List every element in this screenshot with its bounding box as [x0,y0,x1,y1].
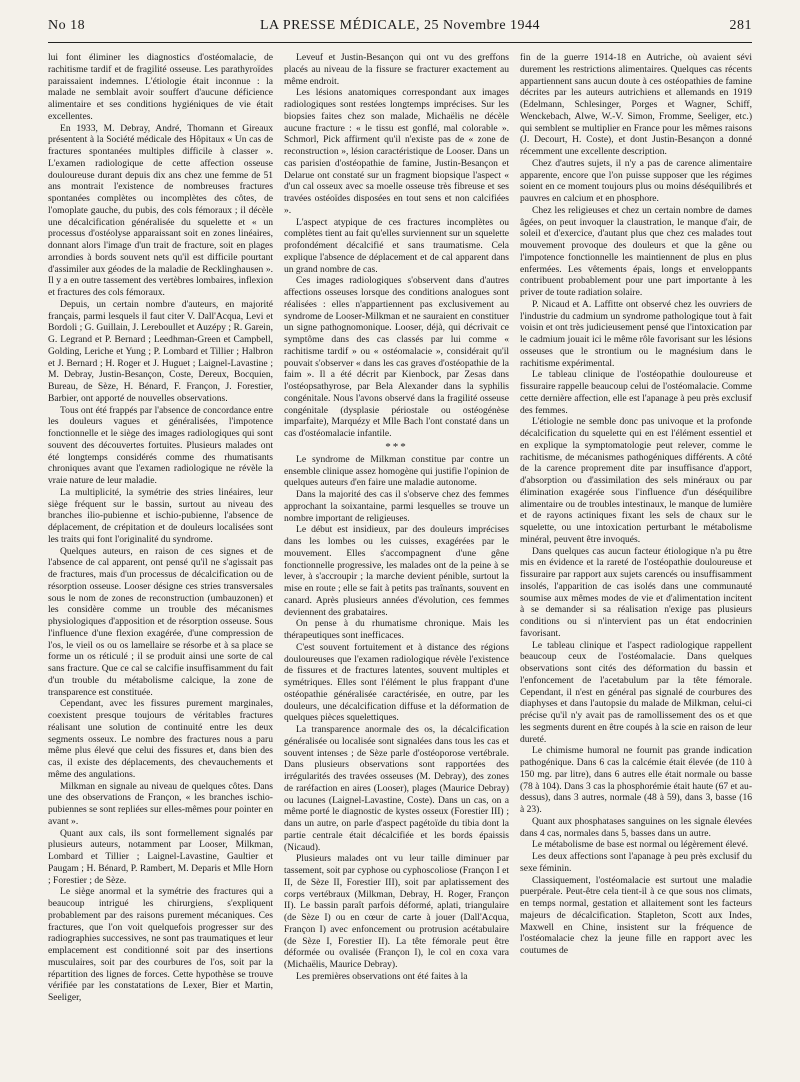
col1-paragraph: Le siège anormal et la symétrie des fractures qui a beaucoup intrigué les chirurgiens, s'expliquent probablement par des raisons purement mécaniques. Ces fractures, que l'on voit quelquefois progresser sur des radiographies successives, ne sont pas traumatiques et leur emplacement est conditionné soit par des insertions musculaires, soit par des courbures de l'os, soit par la répartition des lignes de forces. Cette hypothèse se trouve vérifiée par les constatations de Lexer, Bier et Martin, Seeliger, [48,886,273,1003]
col3-paragraph: Dans quelques cas aucun facteur étiologique n'a pu être mis en évidence et la rareté de l'ostéopathie douloureuse et fissuraire par rapport aux sujets carencés ou insuffisamment insolés, l'apparition de cas isolés dans une communauté soumise aux mêmes modes de vie et d'alimentation incitent à se demander si sa réalisation n'exige pas plusieurs conditions ou si n'intervient pas un état endocrinien favorisant. [520,545,752,639]
col1-paragraph: lui font éliminer les diagnostics d'ostéomalacie, de rachitisme tardif et de fragilité osseuse. Les parathyroïdes paraissaient indemnes. L'étiologie était inconnue : la malade ne semblait avoir souffert d'aucune déficience alimentaire et ses conditions hygiéniques de vie était excellentes. [48,52,273,122]
col3-paragraph: Le tableau clinique et l'aspect radiologique rappellent beaucoup ceux de l'ostéomalacie. Dans quelques observations sont cités des déformation du bassin et l'enfoncement de l'acetabulum par la tête fémorale. Cependant, il n'est en général pas signalé de courbures des diaphyses et dans l'autopsie du malade de Milkman, celui-ci précise qu'il n'y avait pas de ramollissement des os et que les segments durent en être coupés à la scie en raison de leur dureté. [520,639,752,745]
col1-paragraph: La multiplicité, la symétrie des stries linéaires, leur siège fréquent sur le bassin, surtout au niveau des branches ilio-pubienne et ischio-pubienne, l'absence de déplacement, de crépitation et de douleurs localisées sont les traits qui font l'originalité du syndrome. [48,486,273,545]
col2-paragraph: Ces images radiologiques s'observent dans d'autres affections osseuses lorsque des conditions analogues sont réalisées : elles n'appartiennent pas exclusivement au syndrome de Looser-Milkman et ne sauraient en constituer un signe pathognomonique. Looser, déjà, qui décrivait ce symptôme dans des cas classés par lui comme « rachitisme tardif » ou « ostéomalacie », considérait qu'il pouvait s'observer « dans les cas graves d'ostéopathie de la faim ». Il a été décrit par Kienbock, par Zesas dans l'ostéopsathyrose, par Bela Alexander dans la syphilis congénitale. Nous l'avons observé dans la fragilité osseuse congénitale (dysplasie périostale ou ostéogénèse imparfaite), Marquézy et Mlle Bach l'ont constaté dans un cas d'ostéomalacie infantile. [284,275,509,439]
page-header [48,18,752,40]
col3-paragraph: fin de la guerre 1914-18 en Autriche, où avaient sévi durement les restrictions alimentaires. Quelques cas récents appartiennent sans aucun doute à ces ostéopathies de famine décrites par les auteurs autrichiens et allemands en 1919 (Edelmann, Schlesinger, Porges et Wagner, Schiff, Wenckebach, Alwe, W.-V. Simon, Fromme, Seeliger, etc.) qui semblent se multiplier en France pour les mêmes raisons (J. Decourt, H. Coste), et dont Justin-Besançon a donné récemment une excellente description. [520,52,752,157]
page-number: 281 [729,18,752,33]
col2-paragraph: On pense à du rhumatisme chronique. Mais les thérapeutiques sont inefficaces. [284,618,509,641]
col2-paragraph: Les lésions anatomiques correspondant aux images radiologiques sont restées longtemps imprécises. Sur les biopsies faites chez son malade, Michaëlis ne décèle aucune fracture : « le tissu est gonflé, mal colorable ». Schmorl, Pick affirment qu'il n'existe pas de « zone de reconstruction », lésion caractéristique de Looser. Dans un cas parisien d'ostéopathie de famine, Justin-Besançon et Delarue ont constaté sur un fragment biopsique l'aspect « d'un cal osseux avec sa moelle osseuse très fibreuse et ses travées ostéoïdes disposées en tout sens et non calcifiées ». [284,87,509,216]
col2-paragraph: Plusieurs malades ont vu leur taille diminuer par tassement, soit par cyphose ou cyphoscoliose (Françon I et II, de Sèze II, Forestier III), soit par aplatissement des corps vertébraux (Milkman, Debray, H. Roger, Françon II). Le bassin paraît parfois déformé, aplati, triangulaire (de Sèze I) ou en cœur de carte à jouer (Dall'Acqua, Françon I) avec enfoncement ou protrusion acétabulaire (de Sèze I, Forestier II). La tête fémorale peut être déformée ou ovalisée (Françon I), le col en coxa vara (Michaëlis, Maurice Debray). [284,853,509,970]
issue-number: No 18 [48,18,86,33]
col1-paragraph: Tous ont été frappés par l'absence de concordance entre les douleurs vagues et généralisées, l'impotence fonctionnelle et le siège des images radiologiques qui sont souvent des découvertes fortuites. Plusieurs malades ont été longtemps considérés comme des rhumatisants chroniques avant que l'examen radiologique ne révèle la vraie nature de leur maladie. [48,404,273,486]
col3-paragraph: Classiquement, l'ostéomalacie est surtout une maladie puerpérale. Peut-être cela tient-il à ce que sous nos climats, en temps normal, gestation et allaitement sont les facteurs majeurs de décalcification. Stapleton, Scott aux Indes, Maxwell en Chine, insistent sur la fréquence de l'ostéomalacie chez la jeune fille en rapport avec les coutumes de [520,874,752,956]
col2-paragraph: L'aspect atypique de ces fractures incomplètes ou complètes tient au fait qu'elles surviennent sur un squelette profondément décalcifié et sans traumatisme. Cela explique l'absence de déplacement et de cal apparent dans un grand nombre de cas. [284,216,509,275]
col2-paragraph: Leveuf et Justin-Besançon qui ont vu des greffons placés au niveau de la fissure se fracturer exactement au même endroit. [284,52,509,87]
col1-paragraph: En 1933, M. Debray, André, Thomann et Gireaux présentent à la Société médicale des Hôpitaux « Un cas de fractures spontanées multiples difficile à classer ». L'examen radiologique de cette affection osseuse douloureuse durant depuis dix ans chez une femme de 51 ans montrait l'existence de nombreuses fractures spontanées complètes ou incomplètes des côtes, de l'omoplate gauche, du pubis, des cols fémoraux ; il décèle une décalcification généralisée du squelette et « un processus d'ostéolyse apparaissant soit en zones linéaires, donnant alors l'image d'un trait de fracture, soit en plages arrondies à bords souvent nets qu'il est difficile pourtant d'assimiler aux géodes de la maladie de Recklinghausen ». Il y a en outre tassement des vertèbres lombaires, inflexion et fractures des cols fémoraux. [48,122,273,298]
header-rule [48,42,752,43]
col3-paragraph: P. Nicaud et A. Laffitte ont observé chez les ouvriers de l'industrie du cadmium un syndrome pathologique tout à fait voisin et ont très judicieusement pensé que l'intoxication par le cadmium jouait ici le même rôle favorisant sur les lésions osseuses que le strontium ou le magnésium dans le rachitisme expérimental. [520,298,752,369]
col1-paragraph: Quelques auteurs, en raison de ces signes et de l'absence de cal apparent, ont pensé qu'il ne s'agissait pas de fractures, mais d'un processus de décalcification ou de résorption osseuse. Looser désigne ces stries transversales sous le nom de zones de reconstruction (umbauzonen) et les considère comme un trouble des mécanismes physiologiques d'apposition et de résorption osseuse. Sous l'influence d'une flexion exagérée, d'une compression de l'os, le vieil os ou os lamellaire se résorbe et à sa place se forme un os réticulé ; il se produit ainsi une sorte de cal sans fracture. Que ce cal se calcifie insuffisamment du fait d'un trouble du métabolisme calcique, la zone de transparence est constituée. [48,545,273,698]
col2-paragraph: Le syndrome de Milkman constitue par contre un ensemble clinique assez homogène qui justifie l'opinion de quelques auteurs d'en faire une maladie autonome. [284,453,509,489]
section-separator: *** [385,440,408,453]
col2-paragraph: Les premières observations ont été faites à la [296,970,468,982]
col1-paragraph: Cependant, avec les fissures purement marginales, coexistent presque toujours de véritables fractures réalisant une solution de continuité entre les deux segments osseux. Le nombre des fractures nous a paru même plus élevé que celui des fissures et, dans bien des cas, il existe des déplacements, des chevauchements et même des angulations. [48,698,273,780]
col2-paragraph: Dans la majorité des cas il s'observe chez des femmes approchant la soixantaine, parmi lesquelles se trouve un nombre important de religieuses. [284,489,509,524]
column-3 [520,52,752,1060]
col3-paragraph: Le métabolisme de base est normal ou légèrement élevé. [532,839,749,851]
col2-paragraph: Le début est insidieux, par des douleurs imprécises dans les lombes ou les cuisses, exagérées par le mouvement. Elles s'accompagnent d'une gêne fonctionnelle progressive, les malades ont de la peine à se lever, à s'accroupir ; la marche devient pénible, surtout la mise en route ; elle se fait à petits pas traînants, souvent en canard. Après plusieurs années d'évolution, ces femmes deviennent des grabataires. [284,524,509,618]
col3-paragraph: Le chimisme humoral ne fournit pas grande indication pathogénique. Dans 6 cas la calcémie était élevée (de 110 à 150 mg. par litre), dans 6 autres elle était normale ou basse (78 à 104). Dans 3 cas la phosphorémie était haute (67 et au-dessus), dans 3 autres, normale (48 à 59), dans 3, basse (16 à 23). [520,745,752,815]
col1-paragraph: Milkman en signale au niveau de quelques côtes. Dans une des observations de Françon, « les branches ischio-pubiennes se sont repliées sur elles-mêmes pour pointer en avant ». [48,780,273,827]
col3-paragraph: L'étiologie ne semble donc pas univoque et la profonde décalcification du squelette qui en est l'élément essentiel et en explique la symptomatologie peut relever, comme le rachitisme, de mécanismes pathogéniques différents. A côté de la carence proprement dite par insuffisance d'apport, d'absorption ou d'assimilation des sels minéraux ou par élimination exagérée sous l'influence d'un déséquilibre alimentaire ou de troubles intestinaux, le manque de lumière et de rayons actiniques fixant les sels de chaux sur le squelette, ou une intoxication perturbant le métabolisme minéral, peuvent être invoqués. [520,416,752,545]
col3-paragraph: Quant aux phosphatases sanguines on les signale élevées dans 4 cas, normales dans 5, basses dans un autre. [520,815,752,839]
col3-paragraph: Chez les religieuses et chez un certain nombre de dames âgées, on peut invoquer la claustration, le manque d'air, de soleil et d'exercice, d'autant plus que chez ces malades tout mouvement provoque des douleurs et que la gêne ou l'impotence fonctionnelle les maintiennent de plus en plus enfermées. Les vêtements épais, longs et enveloppants contribuent probablement pour une part importante à les priver de toute radiation solaire. [520,204,752,298]
col2-paragraph: La transparence anormale des os, la décalcification généralisée ou localisée sont signalées dans tous les cas et souvent intenses ; de Sèze parle d'ostéoporose vertébrale. Dans plusieurs observations sont rapportées des irrégularités des travées osseuses (M. Debray), des zones de raréfaction en aires (Looser), plages (Maurice Debray) ou lacunes (Laignel-Lavastine, Coste). Dans un cas, on a même porté le diagnostic de kystes osseux (Forestier III) ; dans un autre, on parle d'aspect pagétoïde du tibia dont la partie centrale était décalcifiée et les bords épaissis (Nicaud). [284,724,509,853]
col1-paragraph: Quant aux cals, ils sont formellement signalés par plusieurs auteurs, notamment par Looser, Milkman, Lombard et Tillier ; Laignel-Lavastine, Gaultier et Paugam ; H. Bénard, P. Rambert, M. Deparis et Mlle Horn ; Forestier ; de Sèze. [48,827,273,886]
column-1 [48,52,273,1060]
column-2 [284,52,509,1060]
col3-paragraph: Chez d'autres sujets, il n'y a pas de carence alimentaire apparente, encore que l'on puisse supposer que les régimes soient en ce moment toujours plus ou moins déséquilibrés et pauvres en calcium et en phosphore. [520,157,752,204]
journal-title: LA PRESSE MÉDICALE, 25 Novembre 1944 [259,18,541,33]
col1-paragraph: Depuis, un certain nombre d'auteurs, en majorité français, parmi lesquels il faut citer V. Dall'Acqua, Levi et Bordoli ; G. Guillain, J. Lereboullet et Auzépy ; R. Garein, G. Legrand et P. Bernard ; Leedhman-Green et Campbell, Golding, Leriche et Yung ; P. Lombard et Tillier ; Halbron et J. Bernard ; H. Roger et J. Huguet ; Laignel-Lavastine ; M. Debray, Justin-Besançon, Coste, Dereux, Bocquien, Bureau, de Sèze, H. Bénard, F. Françon, J. Forestier, Barbier, ont apporté de nouvelles observations. [48,298,273,404]
col2-paragraph: C'est souvent fortuitement et à distance des régions douloureuses que l'examen radiologique révèle l'existence de fissures et de fractures latentes, souvent multiples et symétriques. Elles sont l'élément le plus frappant d'une ostéopathie généralisée caractérisée, en outre, par les douleurs, une décalcification diffuse et la déformation de quelques pièces squelettiques. [284,641,509,724]
col3-paragraph: Les deux affections sont l'apanage à peu près exclusif du sexe féminin. [520,851,752,874]
col3-paragraph: Le tableau clinique de l'ostéopathie douloureuse et fissuraire rappelle beaucoup celui de l'ostéomalacie. Comme cette dernière affection, elle est l'apanage à peu près exclusif des femmes. [520,369,752,416]
